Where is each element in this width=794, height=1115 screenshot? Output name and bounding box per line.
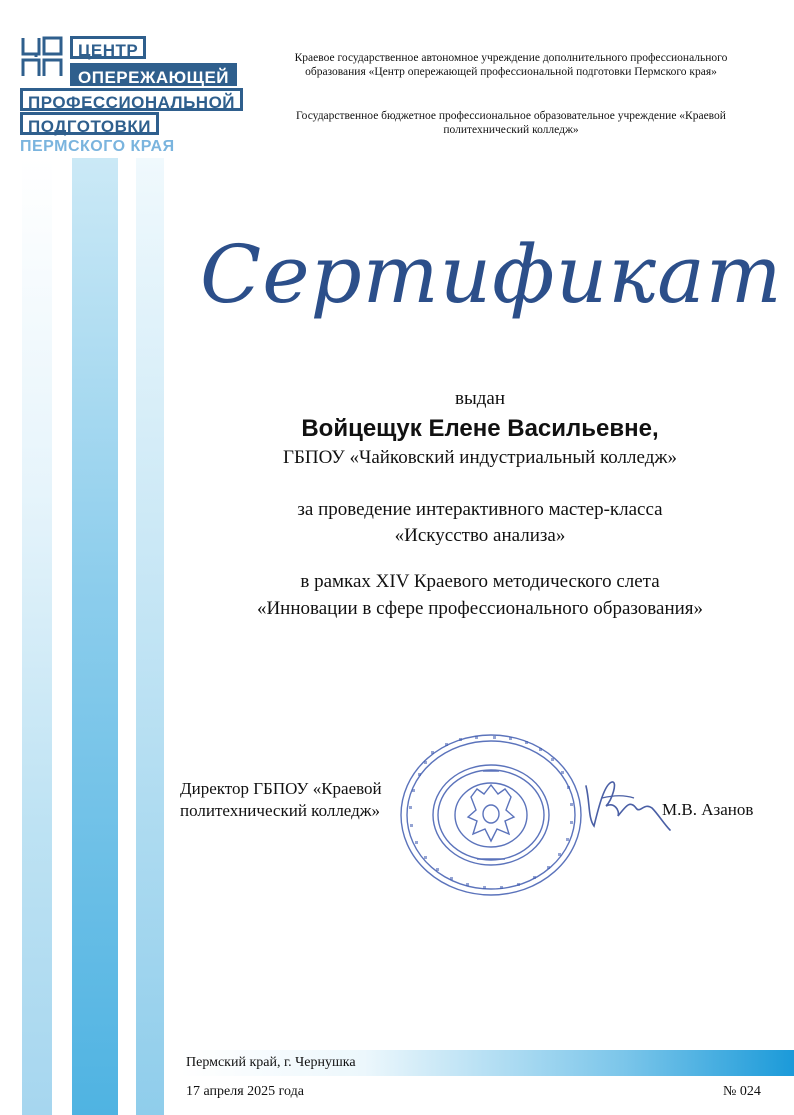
issued-label: выдан (454, 388, 505, 409)
decor-stripe-middle (72, 158, 118, 1115)
reason-line-2: «Искусство анализа» (394, 525, 566, 546)
logo-word-professional: ПРОФЕССИОНАЛЬНОЙ (20, 88, 243, 111)
footer-date: 17 апреля 2025 года (186, 1084, 304, 1099)
logo-word-center: ЦЕНТР (70, 36, 146, 59)
recipient-organization: ГБПОУ «Чайковский индустриальный колледж» (283, 447, 677, 468)
issuer-organization-2: Государственное бюджетное профессиональное образовательное учреждение «Краевой политехнический колледж» (296, 110, 726, 136)
event-line-2: «Инновации в сфере профессионального образования» (256, 598, 704, 619)
recipient-name: Войцещук Елене Васильевне, (301, 415, 659, 442)
logo-word-training: ПОДГОТОВКИ (20, 112, 159, 135)
handwritten-signature-icon (582, 772, 674, 838)
director-position-line-1: Директор ГБПОУ «Краевой (180, 779, 382, 798)
decor-stripe-left (22, 158, 52, 1115)
copp-logo-mark-icon (20, 36, 64, 78)
logo-word-advanced: ОПЕРЕЖАЮЩЕЙ (70, 63, 237, 86)
director-position-line-2: политехнический колледж» (180, 801, 381, 820)
decor-stripe-right (136, 158, 164, 1115)
official-stamp-icon (397, 731, 585, 899)
footer-place: Пермский край, г. Чернушка (186, 1055, 356, 1070)
director-position (180, 778, 382, 822)
certificate-title: Сертификат (200, 228, 783, 321)
reason-line-1: за проведение интерактивного мастер-класса (297, 499, 663, 520)
copp-logo (20, 36, 270, 160)
certificate-number: № 024 (723, 1084, 761, 1099)
logo-word-region: ПЕРМСКОГО КРАЯ (20, 138, 175, 155)
footer-bar (180, 1050, 794, 1076)
issuer-organization-1: Краевое государственное автономное учреждение дополнительного профессионального образования «Центр опережающей профессиональной подготовки Пермского края» (294, 52, 728, 78)
signer-name: М.В. Азанов (662, 800, 754, 819)
event-line-1: в рамках XIV Краевого методического слета (300, 571, 660, 592)
